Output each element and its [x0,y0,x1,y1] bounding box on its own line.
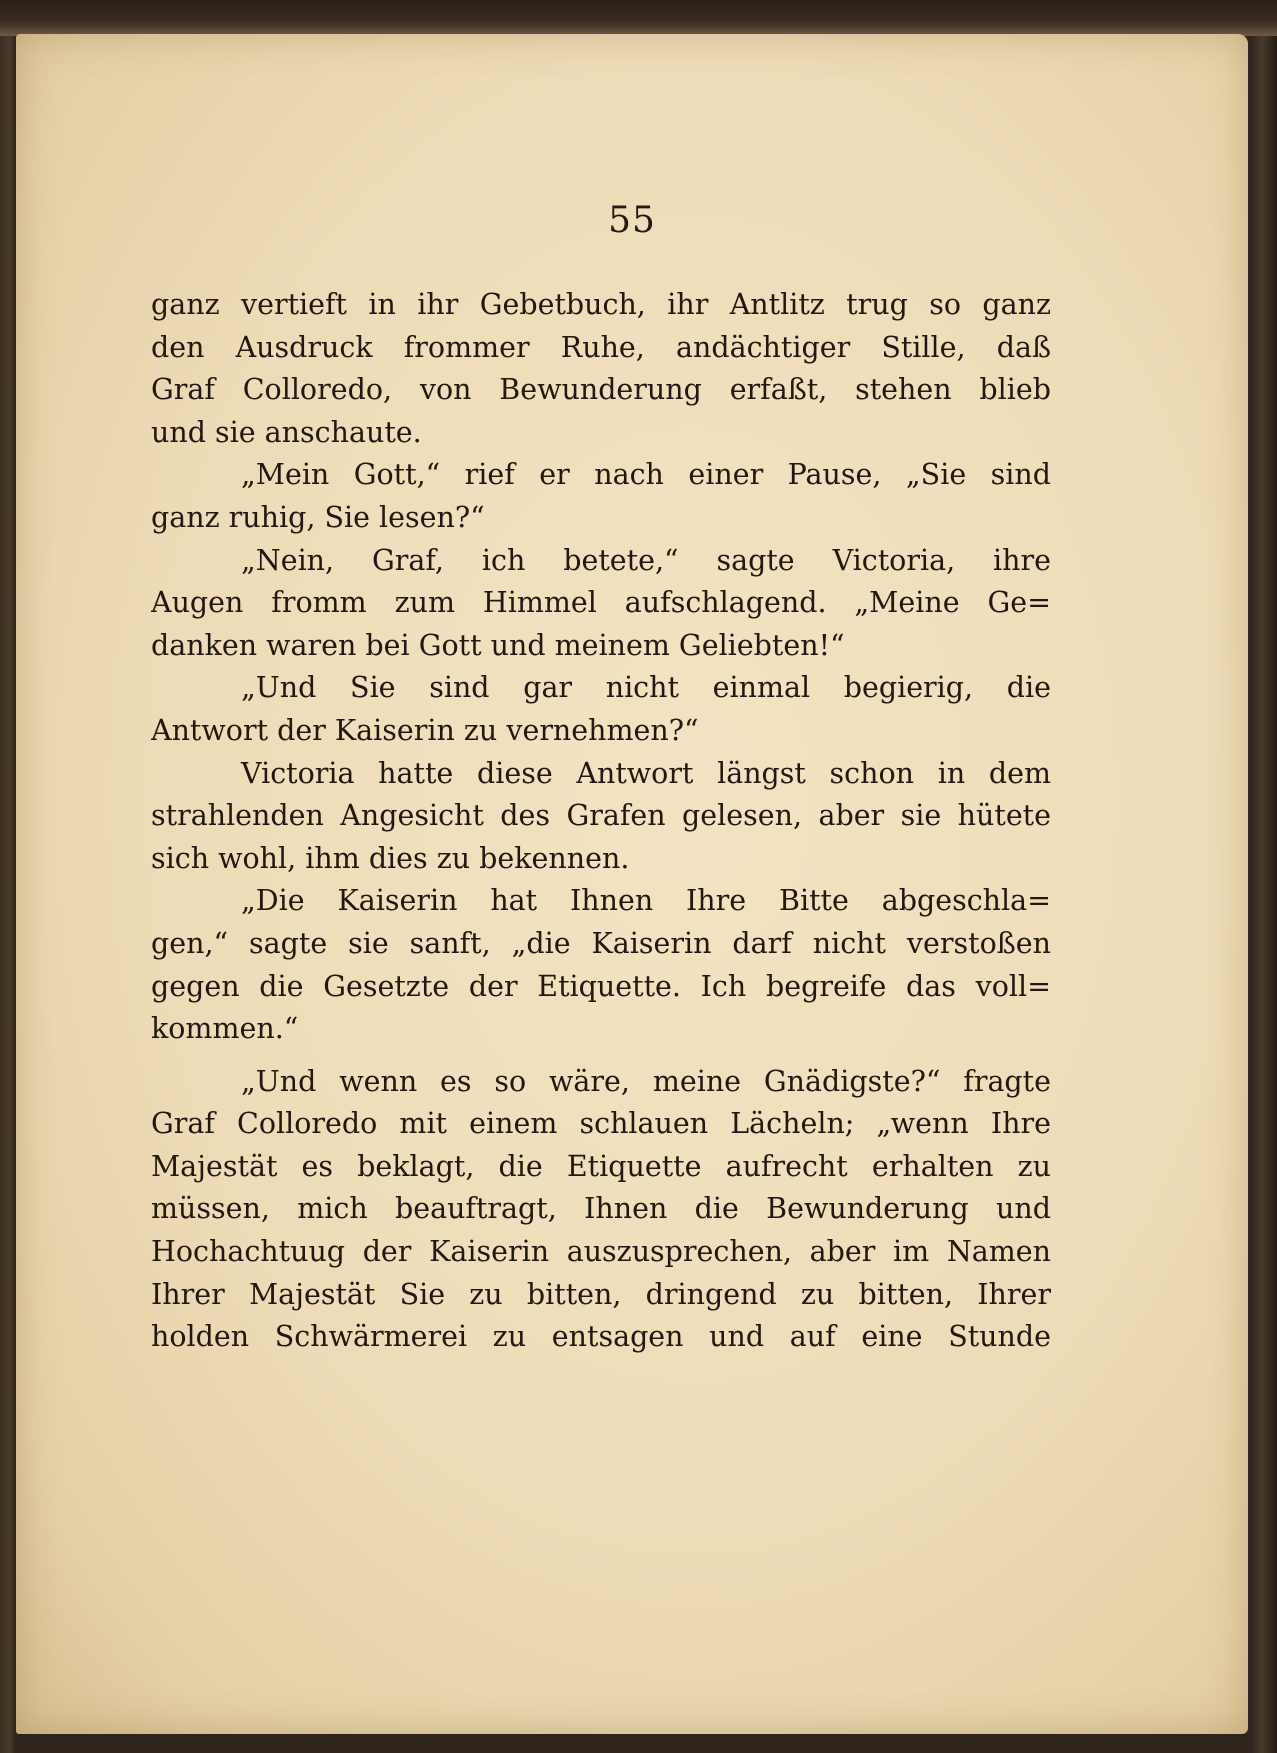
text-line: „Nein, Graf, ich betete,“ sagte Victoria, ihre [241,543,1051,577]
text-line: ganz ruhig, Sie lesen?“ [151,500,485,534]
text-line: holden Schwärmerei zu entsagen und auf eine Stunde [151,1320,1051,1354]
body-text [151,284,1051,1359]
book-page [16,34,1248,1734]
paragraph-gap [151,1051,1051,1061]
text-line: Augen fromm zum Himmel aufschlagend. „Meine Ge= [151,586,1051,620]
text-line: „Und wenn es so wäre, meine Gnädigste?“ fragte [241,1064,1051,1098]
text-line: strahlenden Angesicht des Grafen gelesen, aber sie hütete [151,799,1051,833]
text-line: müssen, mich beauftragt, Ihnen die Bewunderung und [151,1192,1051,1226]
text-line: gen,“ sagte sie sanft, „die Kaiserin darf nicht verstoßen [151,926,1051,960]
page-number: 55 [608,200,656,241]
text-line: „Und Sie sind gar nicht einmal begierig, die [241,671,1051,705]
text-line: Ihrer Majestät Sie zu bitten, dringend zu bitten, Ihrer [151,1277,1051,1311]
text-line: gegen die Gesetzte der Etiquette. Ich begreife das voll= [151,969,1051,1003]
text-line: Graf Colloredo, von Bewunderung erfaßt, stehen blieb [151,373,1051,407]
text-line: sich wohl, ihm dies zu bekennen. [151,841,630,875]
text-line: den Ausdruck frommer Ruhe, andächtiger Stille, daß [151,330,1051,364]
text-line: „Mein Gott,“ rief er nach einer Pause, „Sie sind [241,458,1051,492]
text-line: Hochachtuug der Kaiserin auszusprechen, aber im Namen [151,1235,1051,1269]
text-line: danken waren bei Gott und meinem Geliebten!“ [151,628,845,662]
text-line: „Die Kaiserin hat Ihnen Ihre Bitte abgeschla= [241,884,1051,918]
text-line: ganz vertieft in ihr Gebetbuch, ihr Antlitz trug so ganz [151,288,1051,321]
book-top-edge [0,0,1277,36]
text-line: kommen.“ [151,1012,299,1046]
text-line: Antwort der Kaiserin zu vernehmen?“ [151,713,699,747]
text-line: und sie anschaute. [151,415,422,449]
text-line: Majestät es beklagt, die Etiquette aufrecht erhalten zu [151,1149,1051,1183]
text-line: Graf Colloredo mit einem schlauen Lächeln; „wenn Ihre [151,1107,1051,1141]
text-line: Victoria hatte diese Antwort längst schon in dem [241,756,1051,790]
